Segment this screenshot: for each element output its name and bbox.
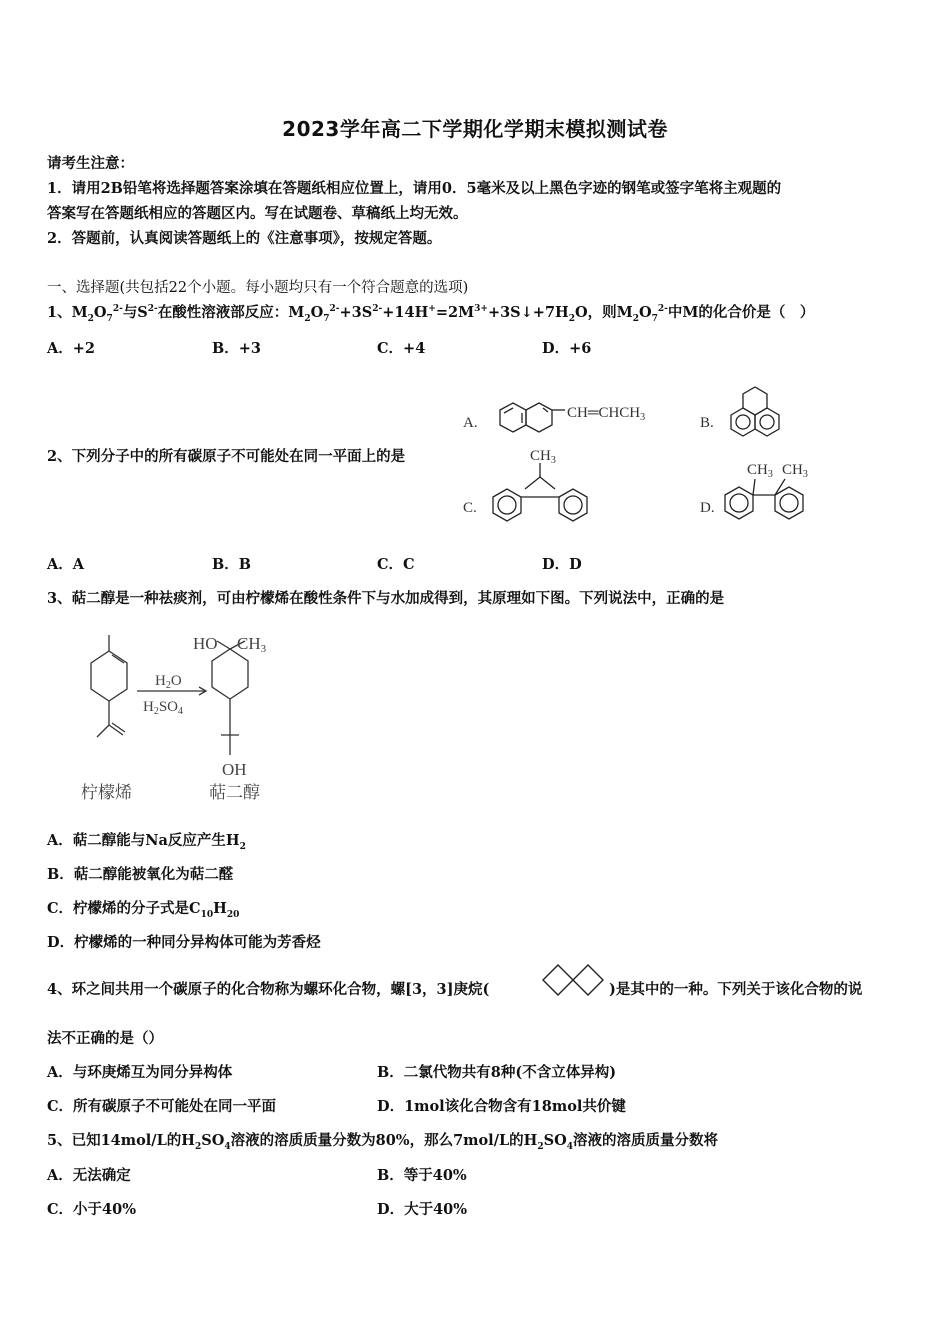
question-5-option-a[interactable]: A．无法确定	[47, 1167, 131, 1184]
reagent-sulfuric-acid: $H_2SO_4$	[143, 699, 184, 717]
page-title: 2023学年高二下学期化学期末模拟测试卷	[282, 117, 668, 141]
question-1-option-c[interactable]: C．+4	[377, 340, 426, 357]
methyl-label-c: $CH_3$	[530, 448, 556, 466]
label-terpin: 萜二醇	[209, 783, 260, 802]
hydroxyl-label-bottom: OH	[222, 760, 247, 779]
question-3-option-d[interactable]: D．柠檬烯的一种同分异构体可能为芳香烃	[47, 934, 321, 951]
question-1-option-b[interactable]: B．+3	[212, 340, 261, 357]
notice-heading: 请考生注意：	[47, 155, 134, 172]
figure-label-c: C.	[463, 500, 477, 516]
question-5-option-d[interactable]: D．大于40%	[377, 1201, 468, 1218]
question-2-option-a[interactable]: A．A	[47, 556, 85, 573]
section-heading: 一、选择题(共包括22个小题。每小题均只有一个符合题意的选项)	[47, 280, 469, 296]
methyl-label-top: CH3	[237, 634, 267, 655]
question-3-reaction-figure	[75, 625, 295, 810]
question-4-stem-part-1: 4、环之间共用一个碳原子的化合物称为螺环化合物，螺[3，3]庚烷(	[47, 981, 490, 998]
question-5-stem: 5、已知14mol/L的$H_2SO_4$溶液的溶质质量分数为80%，那么7mol/L的$H_2SO_4$溶液的溶质质量分数将	[47, 1132, 719, 1152]
notice-line-3: 2．答题前，认真阅读答题纸上的《注意事项》，按规定答题。	[47, 230, 442, 247]
figure-label-d: D.	[700, 500, 715, 516]
question-4-option-b[interactable]: B．二氯代物共有8种(不含立体异构)	[377, 1064, 617, 1081]
spiroheptane-structure-icon	[540, 962, 608, 998]
reagent-water: $H_2O$	[155, 673, 182, 691]
methyl-label-d2: $CH_3$	[782, 462, 808, 480]
question-2-option-b[interactable]: B．B	[212, 556, 252, 573]
figure-label-a: A.	[463, 415, 478, 431]
figure-label-b: B.	[700, 415, 714, 431]
question-3-option-c[interactable]: C．柠檬烯的分子式是$C_{10}H_{20}$	[47, 900, 240, 920]
question-3-option-b[interactable]: B．萜二醇能被氧化为萜二醛	[47, 866, 234, 883]
notice-line-2: 答案写在答题纸相应的答题区内。写在试题卷、草稿纸上均无效。	[47, 205, 468, 222]
methyl-label-d1: $CH_3$	[747, 462, 773, 480]
question-2-option-d[interactable]: D．D	[542, 556, 582, 573]
question-2-option-c[interactable]: C．C	[377, 556, 415, 573]
question-4-option-a[interactable]: A．与环庚烯互为同分异构体	[47, 1064, 233, 1081]
question-5-option-b[interactable]: B．等于40%	[377, 1167, 467, 1184]
question-1-option-d[interactable]: D．+6	[542, 340, 592, 357]
substituent-a: $CH═CHCH_3$	[567, 405, 646, 423]
question-1-option-a[interactable]: A．+2	[47, 340, 95, 357]
question-4-stem-part-3: 法不正确的是（）	[47, 1030, 163, 1047]
question-2-structures-figure	[455, 385, 835, 535]
hydroxyl-label-top: HO	[193, 634, 218, 653]
question-4-option-c[interactable]: C．所有碳原子不可能处在同一平面	[47, 1098, 277, 1115]
question-4-option-d[interactable]: D．1mol该化合物含有18mol共价键	[377, 1098, 626, 1115]
label-limonene: 柠檬烯	[81, 783, 132, 802]
question-5-option-c[interactable]: C．小于40%	[47, 1201, 136, 1218]
notice-line-1: 1．请用2B铅笔将选择题答案涂填在答题纸相应位置上，请用0．5毫米及以上黑色字迹的钢笔或签字笔将主观题的	[47, 180, 782, 197]
question-3-option-a[interactable]: A．萜二醇能与Na反应产生$H_2$	[47, 832, 246, 852]
question-3-stem: 3、萜二醇是一种祛痰剂，可由柠檬烯在酸性条件下与水加成得到，其原理如下图。下列说法中，正确的是	[47, 590, 725, 607]
question-4-stem-part-2: )是其中的一种。下列关于该化合物的说	[609, 981, 863, 998]
question-1-stem: 1、$M_2O_7^{2-}$与$S^{2-}$在酸性溶液部反应：$M_2O_7^{2-}+3S^{2-}+14H^+=2M^{3+}+3S↓+7H_2O$，则$M_2O_7^{2-}$中M的化合价是（ ）	[47, 304, 815, 324]
question-2-stem: 2、下列分子中的所有碳原子不可能处在同一平面上的是	[47, 448, 406, 465]
